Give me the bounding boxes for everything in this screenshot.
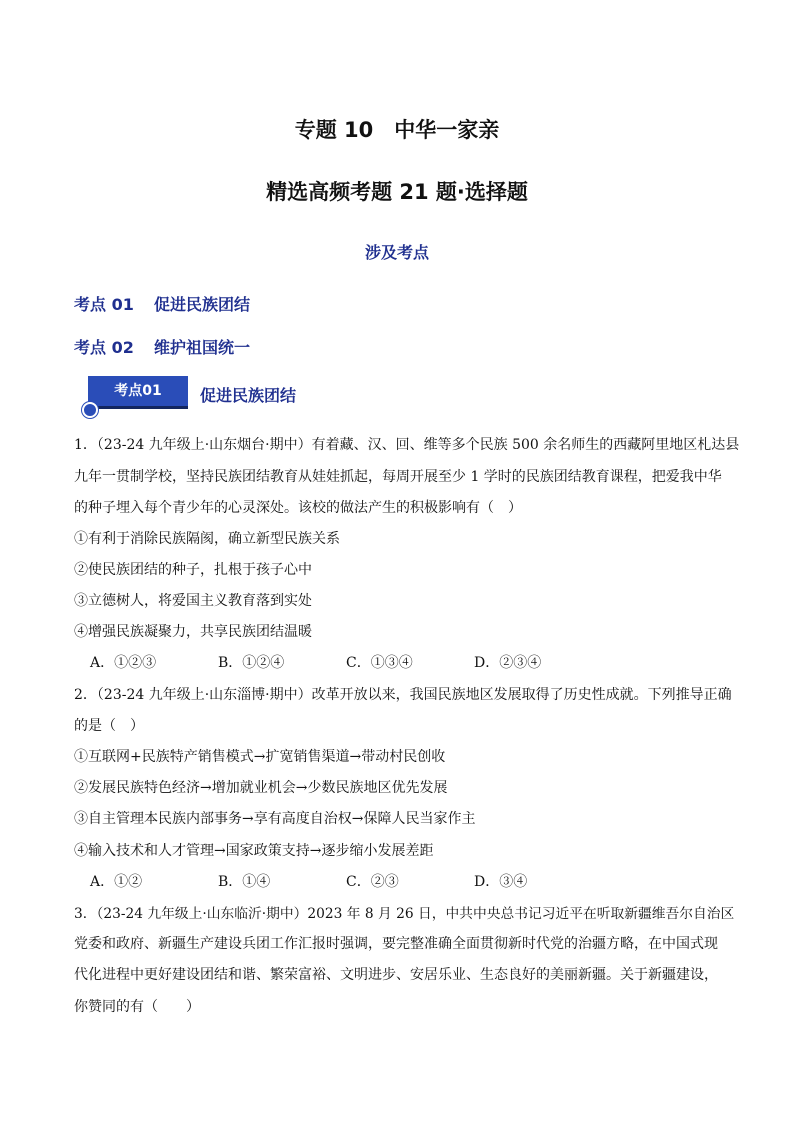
question-stem-line: 党委和政府、新疆生产建设兵团工作汇报时强调，要完整准确全面贯彻新时代党的治疆方略，在中国式现 (74, 936, 718, 952)
option-c[interactable]: C．①③④ (346, 655, 413, 671)
answer-options (90, 652, 541, 672)
kaodian-item (74, 335, 250, 358)
badge-dot-icon (82, 402, 98, 418)
page-title: 专题 10 中华一家亲 (294, 118, 500, 142)
question-statement: ③立德树人，将爱国主义教育落到实处 (74, 593, 312, 609)
option-b[interactable]: B．①②④ (218, 655, 285, 671)
question-stem-line: 的是（ ） (74, 718, 144, 734)
question-stem-line: 你赞同的有（ ） (74, 999, 200, 1015)
section-heading: 涉及考点 (364, 243, 429, 262)
option-b[interactable]: B．①④ (218, 874, 271, 890)
section-badge: 考点01 (88, 376, 188, 409)
question-statement: ①互联网+民族特产销售模式→扩宽销售渠道→带动村民创收 (74, 749, 446, 765)
question-statement: ④输入技术和人才管理→国家政策支持→逐步缩小发展差距 (74, 843, 434, 859)
question-stem-line: 2．（23-24 九年级上·山东淄博·期中）改革开放以来，我国民族地区发展取得了历史性成就。下列推导正确 (74, 687, 732, 703)
section-banner-label: 促进民族团结 (200, 386, 297, 405)
option-d[interactable]: D．③④ (474, 874, 528, 890)
kaodian-code: 考点 02 (74, 338, 134, 357)
kaodian-item (74, 292, 250, 315)
question-statement: ③自主管理本民族内部事务→享有高度自治权→保障人民当家作主 (74, 811, 476, 827)
question-stem-line: 代化进程中更好建设团结和谐、繁荣富裕、文明进步、安居乐业、生态良好的美丽新疆。关于新疆建设， (74, 967, 718, 983)
question-statement: ④增强民族凝聚力，共享民族团结温暖 (74, 624, 312, 640)
option-d[interactable]: D．②③④ (474, 655, 542, 671)
question-statement: ②使民族团结的种子，扎根于孩子心中 (74, 562, 312, 578)
option-c[interactable]: C．②③ (346, 874, 399, 890)
question-statement: ①有利于消除民族隔阂，确立新型民族关系 (74, 531, 340, 547)
question-stem-line: 的种子埋入每个青少年的心灵深处。该校的做法产生的积极影响有（ ） (74, 500, 522, 516)
option-a[interactable]: A．①② (90, 874, 143, 890)
option-a[interactable]: A．①②③ (90, 655, 157, 671)
question-statement: ②发展民族特色经济→增加就业机会→少数民族地区优先发展 (74, 780, 448, 796)
question-stem-line: 1．（23-24 九年级上·山东烟台·期中）有着藏、汉、回、维等多个民族 500 余名师生的西藏阿里地区札达县 (74, 437, 740, 453)
question-stem-line: 九年一贯制学校，坚持民族团结教育从娃娃抓起，每周开展至少 1 学时的民族团结教育课程，把爱我中华 (74, 469, 722, 485)
kaodian-code: 考点 01 (74, 295, 134, 314)
answer-options (90, 871, 527, 891)
kaodian-name: 促进民族团结 (154, 295, 251, 314)
question-stem-line: 3．（23-24 九年级上·山东临沂·期中）2023 年 8 月 26 日，中共中央总书记习近平在听取新疆维吾尔自治区 (74, 906, 735, 922)
page-subtitle: 精选高频考题 21 题·选择题 (266, 180, 528, 204)
kaodian-name: 维护祖国统一 (154, 338, 251, 357)
